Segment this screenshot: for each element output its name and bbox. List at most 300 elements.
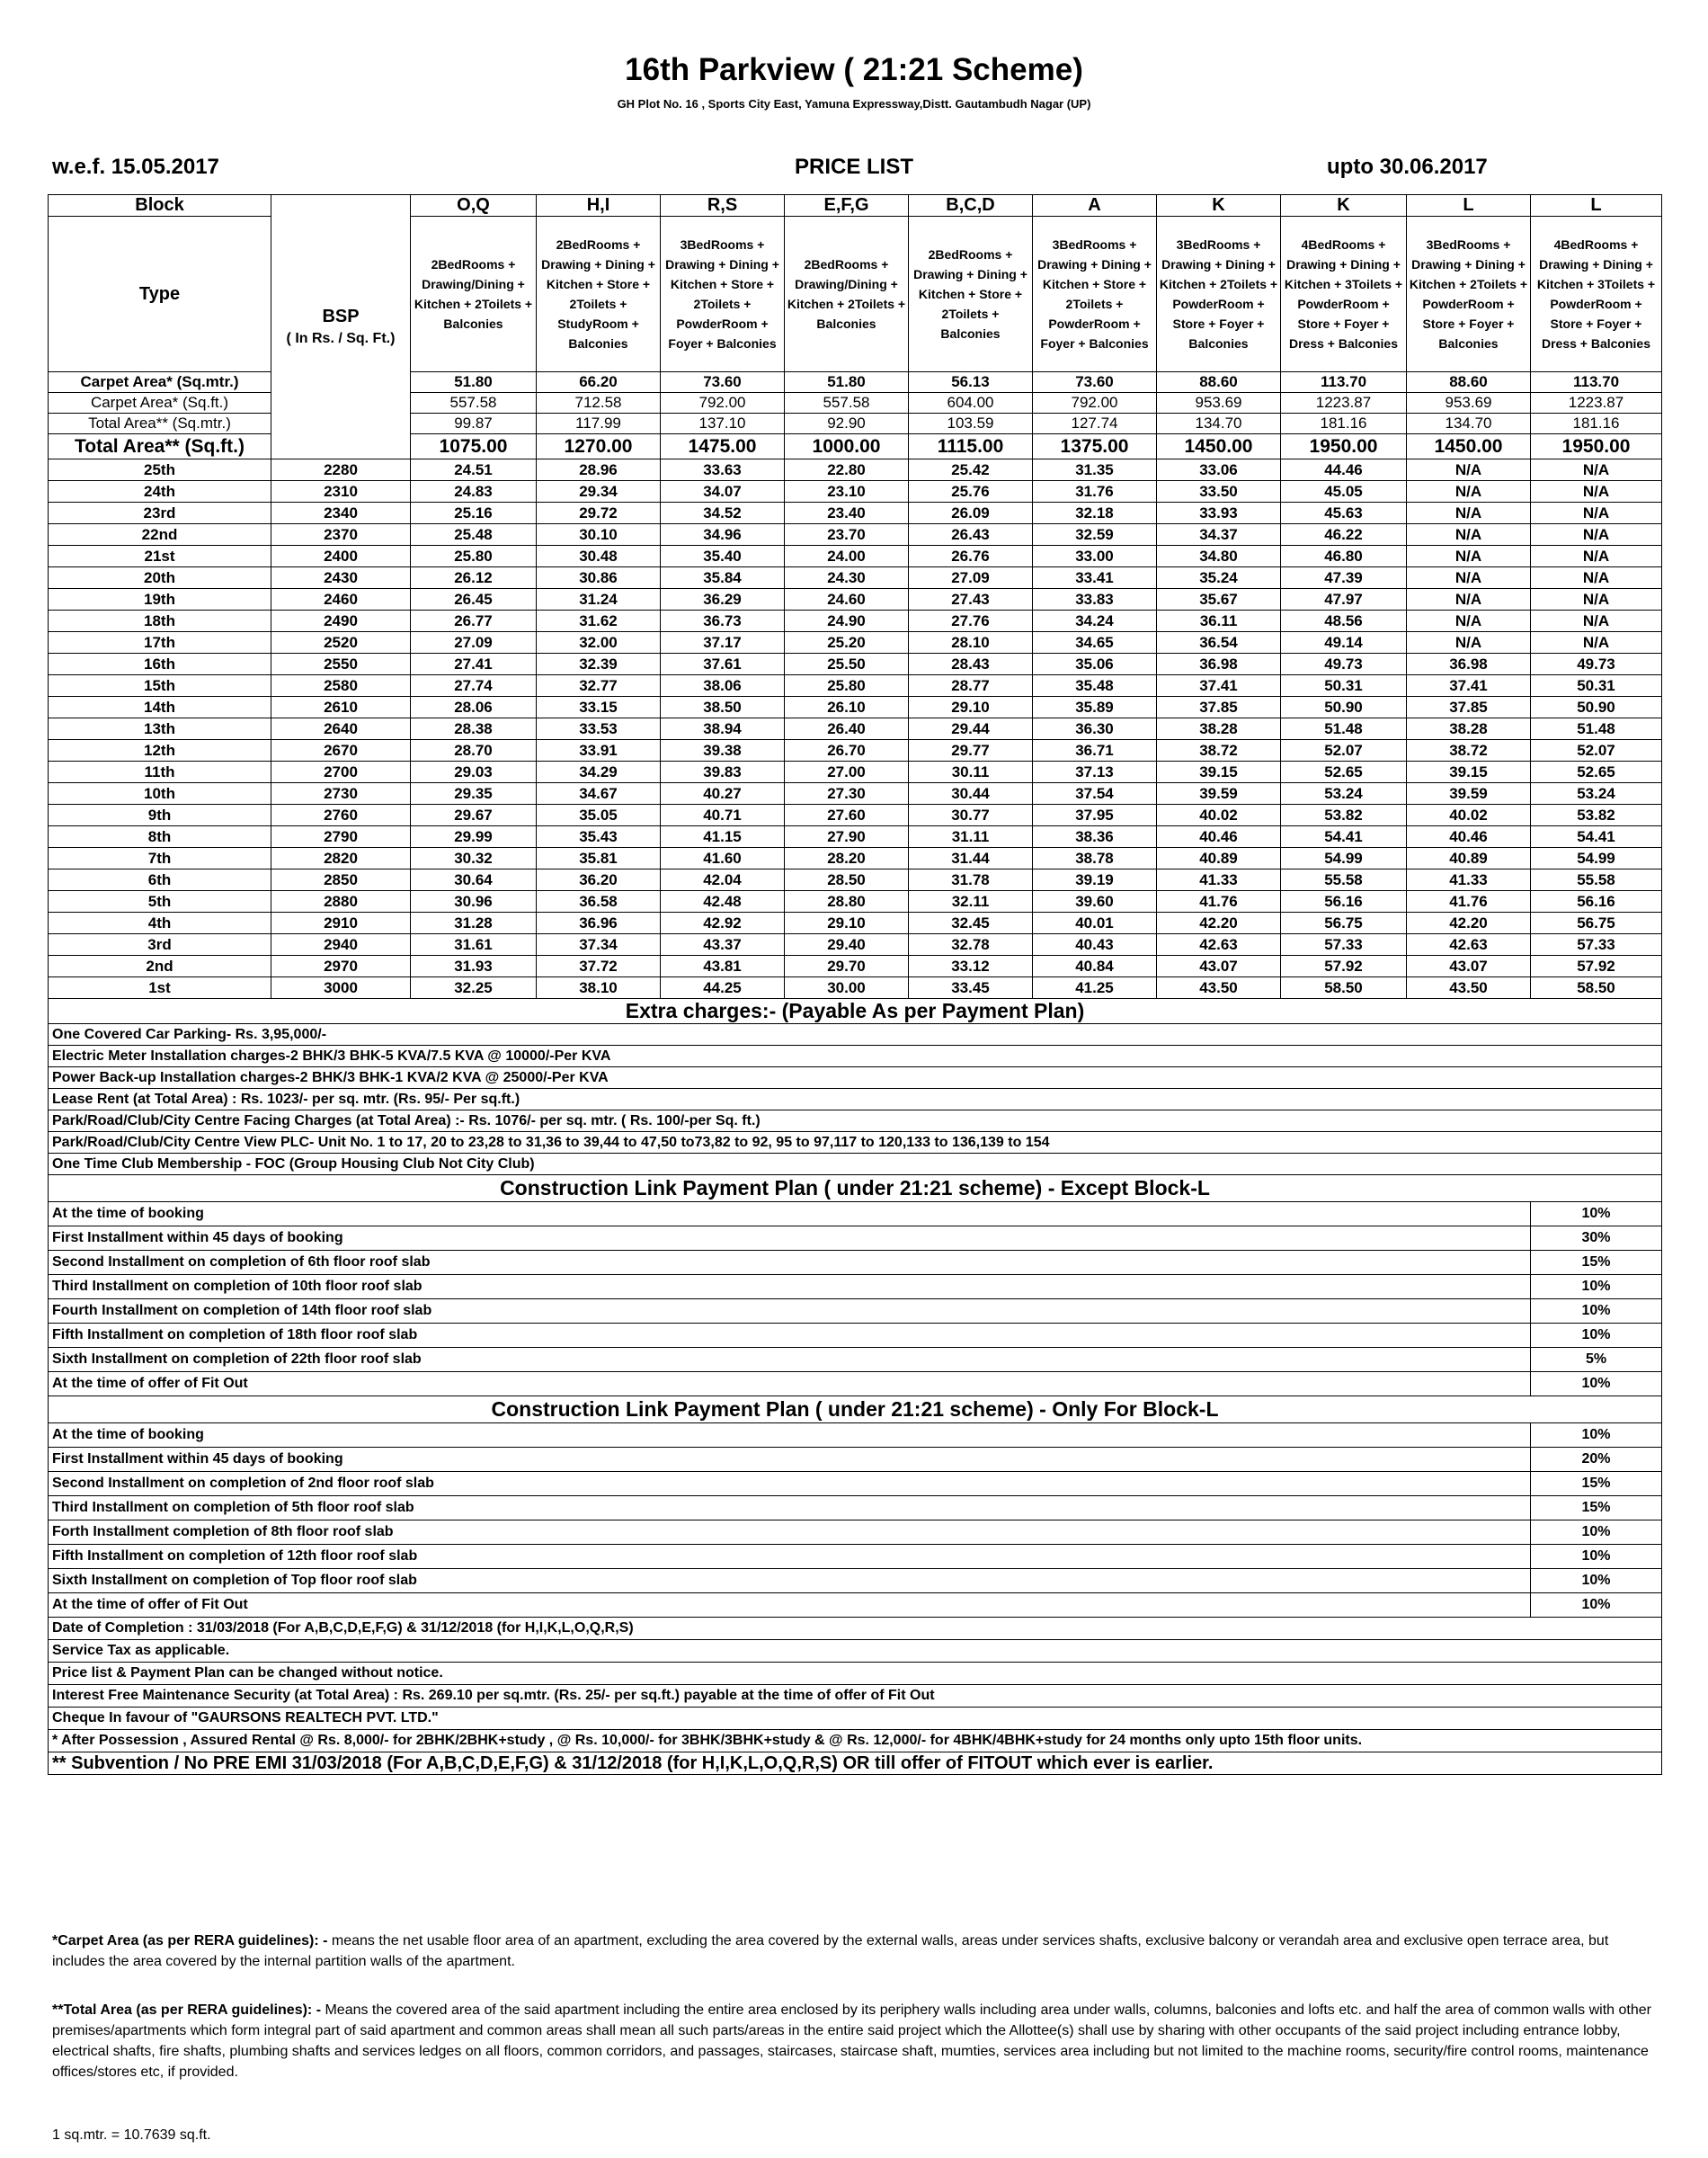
price-value: 40.02 (1407, 805, 1531, 826)
price-value: 28.43 (909, 654, 1033, 675)
extra-charge-row (49, 1067, 1662, 1089)
price-value: 29.03 (411, 762, 537, 783)
price-value: 34.07 (661, 481, 785, 503)
price-value: 26.77 (411, 611, 537, 632)
price-value: 40.46 (1157, 826, 1281, 848)
area-value: 92.90 (785, 414, 909, 434)
price-value: 40.02 (1157, 805, 1281, 826)
area-value: 73.60 (661, 372, 785, 393)
price-value: 24.00 (785, 546, 909, 567)
unit-type: 2BedRooms + Drawing/Dining + Kitchen + 2Toilets + Balconies (411, 217, 537, 372)
area-value: 1223.87 (1531, 393, 1662, 414)
price-value: 32.77 (537, 675, 661, 697)
price-value: N/A (1407, 503, 1531, 524)
price-value: 57.33 (1531, 934, 1662, 956)
block-row (49, 195, 1662, 217)
price-value: 42.48 (661, 891, 785, 913)
area-value: 712.58 (537, 393, 661, 414)
block-header: E,F,G (785, 195, 909, 217)
price-value: 38.36 (1033, 826, 1157, 848)
price-value: N/A (1407, 632, 1531, 654)
price-value: 29.35 (411, 783, 537, 805)
price-value: 54.41 (1281, 826, 1407, 848)
price-value: N/A (1531, 546, 1662, 567)
bsp-value: 3000 (271, 977, 411, 999)
price-value: 38.10 (537, 977, 661, 999)
price-value: 31.61 (411, 934, 537, 956)
bsp-value: 2850 (271, 869, 411, 891)
installment-label: At the time of offer of Fit Out (49, 1372, 1531, 1396)
price-value: 51.48 (1281, 718, 1407, 740)
floor-row (49, 718, 1662, 740)
price-value: 25.20 (785, 632, 909, 654)
price-value: 36.11 (1157, 611, 1281, 632)
floor-label: 20th (49, 567, 271, 589)
price-value: N/A (1407, 459, 1531, 481)
plan-except-l-row (49, 1372, 1662, 1396)
subvention-note: ** Subvention / No PRE EMI 31/03/2018 (For A,B,C,D,E,F,G) & 31/12/2018 (for H,I,K,L,O,Q,R,S) OR till offer of FITOUT which ever is earlier. (49, 1752, 1662, 1775)
price-value: 47.97 (1281, 589, 1407, 611)
plan-block-l-title-row (49, 1396, 1662, 1423)
price-value: 39.59 (1157, 783, 1281, 805)
price-value: 35.06 (1033, 654, 1157, 675)
price-value: 31.62 (537, 611, 661, 632)
price-value: 23.10 (785, 481, 909, 503)
price-value: N/A (1407, 611, 1531, 632)
price-value: 31.35 (1033, 459, 1157, 481)
price-value: 41.60 (661, 848, 785, 869)
installment-label: At the time of booking (49, 1202, 1531, 1226)
floor-row (49, 869, 1662, 891)
plan-except-l-row (49, 1275, 1662, 1299)
price-value: 34.80 (1157, 546, 1281, 567)
plan-block-l-row (49, 1496, 1662, 1520)
plan-except-l-row (49, 1299, 1662, 1324)
installment-label: Third Installment on completion of 10th floor roof slab (49, 1275, 1531, 1299)
floor-label: 11th (49, 762, 271, 783)
price-value: 58.50 (1281, 977, 1407, 999)
price-value: 36.71 (1033, 740, 1157, 762)
price-value: N/A (1407, 546, 1531, 567)
extra-charges-title-row (49, 999, 1662, 1024)
price-value: 39.15 (1157, 762, 1281, 783)
price-value: 25.16 (411, 503, 537, 524)
plan-block-l-row (49, 1520, 1662, 1545)
price-value: 42.63 (1407, 934, 1531, 956)
price-value: 50.31 (1531, 675, 1662, 697)
price-value: 43.50 (1157, 977, 1281, 999)
price-value: 40.89 (1157, 848, 1281, 869)
price-value: 38.94 (661, 718, 785, 740)
plan-block-l-row (49, 1448, 1662, 1472)
block-header: K (1281, 195, 1407, 217)
area-value: 127.74 (1033, 414, 1157, 434)
floor-row (49, 546, 1662, 567)
price-value: 29.72 (537, 503, 661, 524)
floor-row (49, 632, 1662, 654)
floor-row (49, 524, 1662, 546)
price-value: 34.37 (1157, 524, 1281, 546)
price-value: 36.73 (661, 611, 785, 632)
floor-label: 12th (49, 740, 271, 762)
type-label: Type (49, 217, 271, 372)
area-label: Total Area** (Sq.mtr.) (49, 414, 271, 434)
price-value: 42.63 (1157, 934, 1281, 956)
area-value: 1075.00 (411, 434, 537, 459)
price-value: 30.00 (785, 977, 909, 999)
plan-block-l-row (49, 1472, 1662, 1496)
price-value: 29.44 (909, 718, 1033, 740)
floor-label: 22nd (49, 524, 271, 546)
carpet-area-note-head: *Carpet Area (as per RERA guidelines): - (52, 1933, 328, 1948)
installment-label: Fifth Installment on completion of 18th floor roof slab (49, 1324, 1531, 1348)
price-value: 36.29 (661, 589, 785, 611)
block-header: H,I (537, 195, 661, 217)
price-value: 27.43 (909, 589, 1033, 611)
price-value: 34.52 (661, 503, 785, 524)
installment-percent: 15% (1531, 1496, 1662, 1520)
price-value: 44.25 (661, 977, 785, 999)
area-value: 1000.00 (785, 434, 909, 459)
price-value: N/A (1407, 524, 1531, 546)
installment-percent: 20% (1531, 1448, 1662, 1472)
info-item: Cheque In favour of "GAURSONS REALTECH PVT. LTD." (49, 1708, 1662, 1730)
price-value: 34.96 (661, 524, 785, 546)
floor-label: 16th (49, 654, 271, 675)
block-header: L (1407, 195, 1531, 217)
block-header: A (1033, 195, 1157, 217)
carpet-area-note-text: means the net usable floor area of an apartment, excluding the area covered by the external walls, areas under services shafts, exclusive balcony or verandah area and exclusive open terrace area, but includes the area covered by the internal partition walls of the apartment. (52, 1933, 1609, 1969)
price-value: 43.37 (661, 934, 785, 956)
area-value: 1223.87 (1281, 393, 1407, 414)
price-value: 33.00 (1033, 546, 1157, 567)
price-value: 37.85 (1157, 697, 1281, 718)
bsp-label: BSP (322, 306, 360, 326)
area-label: Carpet Area* (Sq.ft.) (49, 393, 271, 414)
price-value: 33.41 (1033, 567, 1157, 589)
plan-block-l-row (49, 1569, 1662, 1593)
price-value: 53.24 (1281, 783, 1407, 805)
price-value: N/A (1531, 459, 1662, 481)
floor-row (49, 459, 1662, 481)
price-value: 36.20 (537, 869, 661, 891)
block-header: R,S (661, 195, 785, 217)
bsp-value: 2430 (271, 567, 411, 589)
price-value: 26.45 (411, 589, 537, 611)
price-value: 56.75 (1281, 913, 1407, 934)
bsp-value: 2370 (271, 524, 411, 546)
price-value: 31.44 (909, 848, 1033, 869)
floor-row (49, 783, 1662, 805)
price-value: 38.72 (1157, 740, 1281, 762)
block-header: L (1531, 195, 1662, 217)
price-value: 33.15 (537, 697, 661, 718)
area-value: 99.87 (411, 414, 537, 434)
installment-label: Fourth Installment on completion of 14th floor roof slab (49, 1299, 1531, 1324)
price-value: N/A (1531, 503, 1662, 524)
price-value: 33.53 (537, 718, 661, 740)
price-value: 38.28 (1407, 718, 1531, 740)
area-label: Carpet Area* (Sq.mtr.) (49, 372, 271, 393)
area-value: 73.60 (1033, 372, 1157, 393)
floor-row (49, 481, 1662, 503)
price-value: 50.90 (1531, 697, 1662, 718)
price-value: N/A (1531, 611, 1662, 632)
price-value: 44.46 (1281, 459, 1407, 481)
price-value: 30.77 (909, 805, 1033, 826)
installment-percent: 30% (1531, 1226, 1662, 1251)
price-value: 38.50 (661, 697, 785, 718)
floor-label: 25th (49, 459, 271, 481)
price-list-heading: PRICE LIST (794, 155, 913, 179)
price-value: 49.73 (1281, 654, 1407, 675)
price-value: 38.72 (1407, 740, 1531, 762)
price-value: 33.63 (661, 459, 785, 481)
subvention-row (49, 1752, 1662, 1775)
unit-type: 4BedRooms + Drawing + Dining + Kitchen + 3Toilets + PowderRoom + Store + Foyer + Dress + Balconies (1281, 217, 1407, 372)
price-value: 31.78 (909, 869, 1033, 891)
price-value: 26.10 (785, 697, 909, 718)
info-row (49, 1685, 1662, 1708)
area-value: 792.00 (1033, 393, 1157, 414)
plan-except-l-title: Construction Link Payment Plan ( under 21:21 scheme) - Except Block-L (49, 1175, 1662, 1202)
price-value: 29.70 (785, 956, 909, 977)
price-value: 36.54 (1157, 632, 1281, 654)
area-value: 51.80 (785, 372, 909, 393)
price-value: 40.71 (661, 805, 785, 826)
price-value: 51.48 (1531, 718, 1662, 740)
installment-percent: 15% (1531, 1472, 1662, 1496)
area-value: 113.70 (1531, 372, 1662, 393)
price-value: 32.25 (411, 977, 537, 999)
extra-charge-item: Park/Road/Club/City Centre View PLC- Unit No. 1 to 17, 20 to 23,28 to 31,36 to 39,44 to 47,50 to73,82 to 92, 95 to 97,117 to 120,133 to 136,139 to 154 (49, 1132, 1662, 1154)
price-value: 32.11 (909, 891, 1033, 913)
price-value: N/A (1407, 589, 1531, 611)
price-value: 36.30 (1033, 718, 1157, 740)
area-value: 88.60 (1407, 372, 1531, 393)
bsp-value: 2670 (271, 740, 411, 762)
price-value: 42.04 (661, 869, 785, 891)
area-value: 137.10 (661, 414, 785, 434)
price-value: 32.39 (537, 654, 661, 675)
price-value: 53.82 (1531, 805, 1662, 826)
price-value: 37.41 (1157, 675, 1281, 697)
unit-type: 3BedRooms + Drawing + Dining + Kitchen + 2Toilets + PowderRoom + Store + Foyer + Balconies (1407, 217, 1531, 372)
installment-percent: 10% (1531, 1520, 1662, 1545)
price-value: 35.24 (1157, 567, 1281, 589)
price-value: 39.15 (1407, 762, 1531, 783)
installment-percent: 10% (1531, 1275, 1662, 1299)
extra-charge-item: Park/Road/Club/City Centre Facing Charges (at Total Area) :- Rs. 1076/- per sq. mtr. ( Rs. 100/-per Sq. ft.) (49, 1110, 1662, 1132)
installment-percent: 10% (1531, 1423, 1662, 1448)
price-value: 25.50 (785, 654, 909, 675)
price-value: 45.63 (1281, 503, 1407, 524)
area-value: 792.00 (661, 393, 785, 414)
price-value: 28.80 (785, 891, 909, 913)
effective-date: w.e.f. 15.05.2017 (52, 155, 219, 179)
price-value: 24.60 (785, 589, 909, 611)
installment-label: Second Installment on completion of 6th floor roof slab (49, 1251, 1531, 1275)
price-value: 30.10 (537, 524, 661, 546)
area-value: 1950.00 (1281, 434, 1407, 459)
floor-label: 24th (49, 481, 271, 503)
floor-row (49, 654, 1662, 675)
bsp-value: 2730 (271, 783, 411, 805)
area-value: 103.59 (909, 414, 1033, 434)
price-value: 34.24 (1033, 611, 1157, 632)
extra-charge-item: One Time Club Membership - FOC (Group Housing Club Not City Club) (49, 1154, 1662, 1175)
price-value: 31.76 (1033, 481, 1157, 503)
price-value: 37.34 (537, 934, 661, 956)
price-value: 57.92 (1531, 956, 1662, 977)
installment-percent: 15% (1531, 1251, 1662, 1275)
price-value: 30.48 (537, 546, 661, 567)
price-value: 27.60 (785, 805, 909, 826)
installment-percent: 10% (1531, 1545, 1662, 1569)
area-value: 1115.00 (909, 434, 1033, 459)
price-value: 24.30 (785, 567, 909, 589)
info-row (49, 1618, 1662, 1640)
bsp-value: 2400 (271, 546, 411, 567)
price-value: 33.93 (1157, 503, 1281, 524)
price-value: 26.43 (909, 524, 1033, 546)
floor-row (49, 891, 1662, 913)
unit-type: 3BedRooms + Drawing + Dining + Kitchen + Store + 2Toilets + PowderRoom + Foyer + Balconies (661, 217, 785, 372)
price-value: 39.59 (1407, 783, 1531, 805)
unit-type: 2BedRooms + Drawing + Dining + Kitchen + Store + 2Toilets + Balconies (909, 217, 1033, 372)
plan-except-l-row (49, 1226, 1662, 1251)
price-value: 43.50 (1407, 977, 1531, 999)
block-header: B,C,D (909, 195, 1033, 217)
floor-row (49, 762, 1662, 783)
price-value: 41.33 (1157, 869, 1281, 891)
area-value: 1270.00 (537, 434, 661, 459)
extra-charge-row (49, 1154, 1662, 1175)
bsp-value: 2910 (271, 913, 411, 934)
price-value: 25.80 (785, 675, 909, 697)
bsp-value: 2790 (271, 826, 411, 848)
price-value: 28.10 (909, 632, 1033, 654)
price-value: 29.10 (785, 913, 909, 934)
floor-row (49, 611, 1662, 632)
installment-label: Forth Installment completion of 8th floor roof slab (49, 1520, 1531, 1545)
floor-label: 17th (49, 632, 271, 654)
unit-type: 4BedRooms + Drawing + Dining + Kitchen + 3Toilets + PowderRoom + Store + Foyer + Dress + Balconies (1531, 217, 1662, 372)
price-value: 25.42 (909, 459, 1033, 481)
price-value: 29.67 (411, 805, 537, 826)
price-value: 35.84 (661, 567, 785, 589)
area-value: 56.13 (909, 372, 1033, 393)
floor-label: 18th (49, 611, 271, 632)
price-value: 41.76 (1407, 891, 1531, 913)
installment-label: Sixth Installment on completion of 22th floor roof slab (49, 1348, 1531, 1372)
price-value: 24.51 (411, 459, 537, 481)
price-value: 33.12 (909, 956, 1033, 977)
floor-label: 9th (49, 805, 271, 826)
floor-row (49, 675, 1662, 697)
installment-percent: 10% (1531, 1593, 1662, 1618)
price-value: 30.11 (909, 762, 1033, 783)
price-value: N/A (1531, 524, 1662, 546)
area-value: 1450.00 (1407, 434, 1531, 459)
price-value: 24.90 (785, 611, 909, 632)
price-value: 30.96 (411, 891, 537, 913)
price-value: 37.17 (661, 632, 785, 654)
price-value: 55.58 (1281, 869, 1407, 891)
price-value: 38.06 (661, 675, 785, 697)
price-value: 42.20 (1157, 913, 1281, 934)
installment-label: Third Installment on completion of 5th floor roof slab (49, 1496, 1531, 1520)
price-value: 29.34 (537, 481, 661, 503)
plan-block-l-row (49, 1593, 1662, 1618)
area-value: 181.16 (1281, 414, 1407, 434)
price-value: 35.89 (1033, 697, 1157, 718)
bsp-value: 2340 (271, 503, 411, 524)
installment-label: At the time of offer of Fit Out (49, 1593, 1531, 1618)
floor-label: 23rd (49, 503, 271, 524)
price-value: 43.07 (1407, 956, 1531, 977)
price-value: 35.43 (537, 826, 661, 848)
price-value: 37.41 (1407, 675, 1531, 697)
info-row (49, 1663, 1662, 1685)
price-value: 55.58 (1531, 869, 1662, 891)
floor-label: 15th (49, 675, 271, 697)
price-value: 52.07 (1281, 740, 1407, 762)
installment-percent: 10% (1531, 1372, 1662, 1396)
installment-label: Sixth Installment on completion of Top floor roof slab (49, 1569, 1531, 1593)
price-value: 56.16 (1531, 891, 1662, 913)
price-value: 32.18 (1033, 503, 1157, 524)
price-value: 46.22 (1281, 524, 1407, 546)
bsp-value: 2580 (271, 675, 411, 697)
assured-rental-note: * After Possession , Assured Rental @ Rs. 8,000/- for 2BHK/2BHK+study , @ Rs. 10,000/- for 3BHK/3BHK+study & @ Rs. 12,000/- for 4BHK/4BHK+study for 24 months only upto 15th floor units. (49, 1730, 1662, 1752)
area-value: 1475.00 (661, 434, 785, 459)
price-value: 26.40 (785, 718, 909, 740)
floor-label: 19th (49, 589, 271, 611)
floor-label: 5th (49, 891, 271, 913)
bsp-value: 2460 (271, 589, 411, 611)
area-value: 1450.00 (1157, 434, 1281, 459)
price-value: 40.89 (1407, 848, 1531, 869)
floor-label: 6th (49, 869, 271, 891)
price-value: 26.12 (411, 567, 537, 589)
bsp-value: 2940 (271, 934, 411, 956)
bsp-value: 2610 (271, 697, 411, 718)
price-value: 37.85 (1407, 697, 1531, 718)
unit-type: 3BedRooms + Drawing + Dining + Kitchen + 2Toilets + PowderRoom + Store + Foyer + Balconies (1157, 217, 1281, 372)
price-value: N/A (1531, 481, 1662, 503)
plan-except-l-row (49, 1324, 1662, 1348)
bsp-value: 2700 (271, 762, 411, 783)
price-value: 36.58 (537, 891, 661, 913)
extra-charge-item: Electric Meter Installation charges-2 BHK/3 BHK-5 KVA/7.5 KVA @ 10000/-Per KVA (49, 1046, 1662, 1067)
block-header: K (1157, 195, 1281, 217)
floor-row (49, 567, 1662, 589)
price-value: 35.40 (661, 546, 785, 567)
price-value: 23.40 (785, 503, 909, 524)
bsp-value: 2640 (271, 718, 411, 740)
price-value: 34.65 (1033, 632, 1157, 654)
block-header: O,Q (411, 195, 537, 217)
price-value: 27.41 (411, 654, 537, 675)
price-value: 37.95 (1033, 805, 1157, 826)
extra-charge-row (49, 1046, 1662, 1067)
price-value: N/A (1407, 567, 1531, 589)
extra-charge-item: One Covered Car Parking- Rs. 3,95,000/- (49, 1024, 1662, 1046)
price-value: 25.48 (411, 524, 537, 546)
price-value: 28.06 (411, 697, 537, 718)
extra-charge-item: Lease Rent (at Total Area) : Rs. 1023/- per sq. mtr. (Rs. 95/- Per sq.ft.) (49, 1089, 1662, 1110)
